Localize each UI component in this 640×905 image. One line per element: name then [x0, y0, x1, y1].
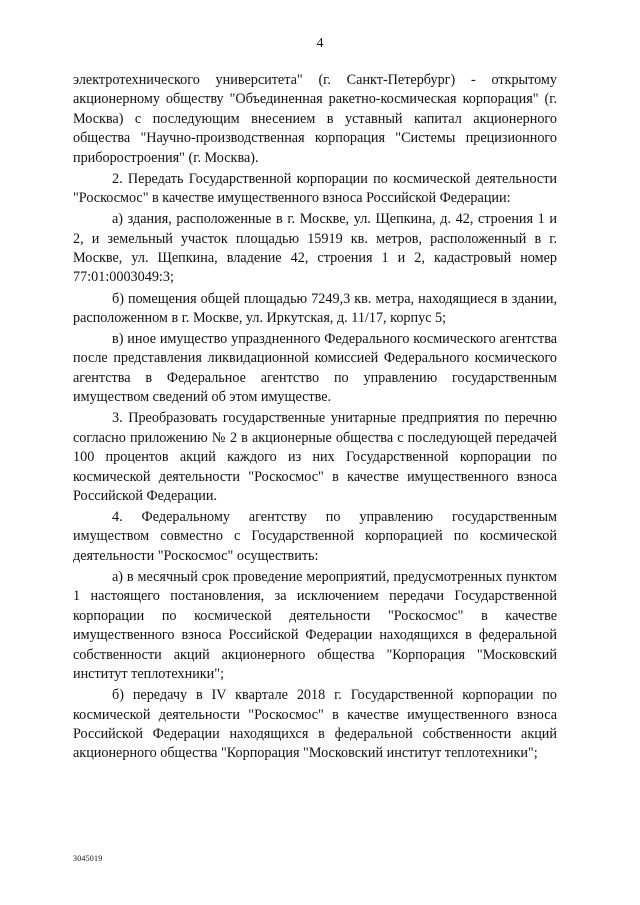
paragraph-clause-4: 4. Федеральному агентству по управлению государственным имуществом совместно с Государственной корпорацией по космической деятельности "Роскосмос" осуществить: — [73, 509, 557, 564]
paragraph-clause-3: 3. Преобразовать государственные унитарные предприятия по перечню согласно приложению № 2 в акционерные общества с последующей передачей 100 процентов акций каждого из них Государственной корпорации по космической деятельности "Роскосмос" в качестве имущественного взноса Российской Федерации. — [73, 410, 557, 504]
paragraph-clause-2: 2. Передать Государственной корпорации по космической деятельности "Роскосмос" в качестве имущественного взноса Российской Федерации: — [73, 170, 557, 207]
paragraph-continuation: электротехнического университета" (г. Санкт-Петербург) - открытому акционерному обществу "Объединенная ракетно-космическая корпорация" (г. Москва) с последующим внесением в уставный капитал акционерного общества "Научно-производственная корпорация "Системы прецизионного приборостроения" (г. Москва). — [73, 72, 557, 166]
paragraph-clause-4a: а) в месячный срок проведение мероприятий, предусмотренных пунктом 1 настоящего постановления, за исключением передачи Государственной корпорации по космической деятельности "Роскосмос" в качестве имущественного взноса Российской Федерации находящихся в федеральной собственности акций акционерного общества "Корпорация "Московский институт теплотехники"; — [73, 568, 557, 682]
paragraph-clause-2c: в) иное имущество упраздненного Федерального космического агентства после представления ликвидационной комиссией Федерального космического агентства в Федеральное агентство по управлению государственным имуществом сведений об этом имуществе. — [73, 331, 557, 406]
document-code: 3045019 — [73, 854, 103, 863]
document-body — [73, 71, 557, 764]
paragraph-clause-2a: а) здания, расположенные в г. Москве, ул. Щепкина, д. 42, строения 1 и 2, и земельный участок площадью 15919 кв. метров, расположенный в г. Москве, ул. Щепкина, владение 42, строения 1 и 2, кадастровый номер 77:01:0003049:3; — [73, 211, 557, 286]
paragraph-clause-4b: б) передачу в IV квартале 2018 г. Государственной корпорации по космической деятельности "Роскосмос" в качестве имущественного взноса Российской Федерации находящихся в федеральной собственности акций акционерного общества "Корпорация "Московский институт теплотехники"; — [73, 687, 557, 762]
paragraph-clause-2b: б) помещения общей площадью 7249,3 кв. метра, находящиеся в здании, расположенном в г. Москве, ул. Иркутская, д. 11/17, корпус 5; — [73, 290, 557, 326]
page-number: 4 — [316, 36, 324, 51]
